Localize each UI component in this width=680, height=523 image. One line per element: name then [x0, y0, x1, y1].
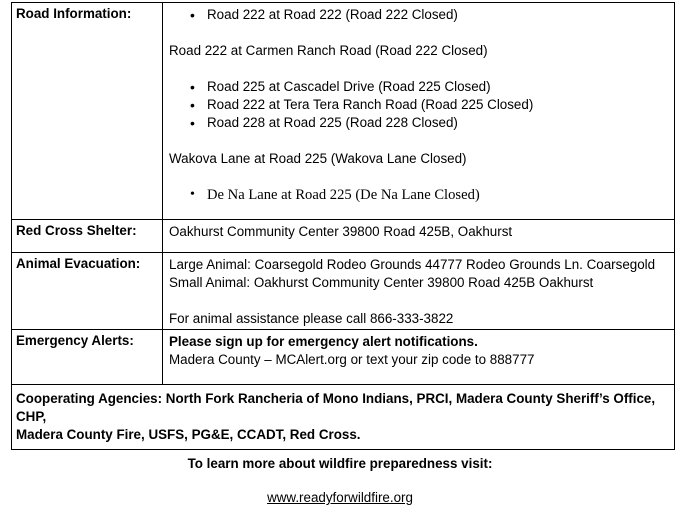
- road-closure-item: • De Na Lane at Road 225 (De Na Lane Closed): [207, 186, 674, 204]
- road-info-row: [12, 3, 675, 220]
- alerts-county-text: Madera County – MCAlert.org or text your zip code to 888777: [169, 352, 535, 367]
- cooperating-agencies: [12, 385, 675, 450]
- road-info-label: Road Information:: [12, 3, 163, 220]
- animal-value: [163, 253, 675, 330]
- cooperating-line-1: Cooperating Agencies: North Fork Rancheria of Mono Indians, PRCI, Madera County Sheriff’s Office, CHP,: [16, 391, 656, 424]
- road-closure-text: Wakova Lane at Road 225 (Wakova Lane Closed): [169, 151, 467, 166]
- road-closure-list-3: [169, 186, 674, 204]
- animal-row: [12, 253, 675, 330]
- info-table: [11, 2, 675, 450]
- footer-link-wrap: [0, 490, 680, 505]
- shelter-row: [12, 220, 675, 253]
- cooperating-line-2: Madera County Fire, USFS, PG&E, CCADT, Red Cross.: [16, 427, 361, 442]
- small-animal-text: Small Animal: Oakhurst Community Center 39800 Road 425B Oakhurst: [169, 275, 594, 290]
- alerts-signup-text: Please sign up for emergency alert notifications.: [169, 334, 478, 349]
- road-closure-item: • Road 222 at Tera Tera Ranch Road (Road 225 Closed): [207, 96, 674, 114]
- road-closure-item: • Road 225 at Cascadel Drive (Road 225 Closed): [207, 78, 674, 96]
- large-animal-text: Large Animal: Coarsegold Rodeo Grounds 44777 Rodeo Grounds Ln. Coarsegold: [169, 257, 656, 272]
- road-closure-list-1: [169, 6, 674, 24]
- road-info-value: [163, 3, 675, 220]
- alerts-value: [163, 330, 675, 385]
- shelter-address: Oakhurst Community Center 39800 Road 425B, Oakhurst: [169, 224, 513, 239]
- cooperating-row: [12, 385, 675, 450]
- road-closure-item: • Road 228 at Road 225 (Road 228 Closed): [207, 114, 674, 132]
- alerts-row: [12, 330, 675, 385]
- website-link[interactable]: www.readyforwildfire.org: [267, 490, 413, 505]
- alerts-label: Emergency Alerts:: [12, 330, 163, 385]
- road-closure-text: Road 222 at Carmen Ranch Road (Road 222 Closed): [169, 43, 488, 58]
- road-closure-item: • Road 222 at Road 222 (Road 222 Closed): [207, 6, 674, 24]
- animal-label: Animal Evacuation:: [12, 253, 163, 330]
- shelter-label: Red Cross Shelter:: [12, 220, 163, 253]
- road-closure-list-2: [169, 78, 674, 132]
- footer-prompt: To learn more about wildfire preparedness visit:: [187, 456, 493, 471]
- shelter-value: [163, 220, 675, 253]
- animal-assist-text: For animal assistance please call 866-333-3822: [169, 311, 454, 326]
